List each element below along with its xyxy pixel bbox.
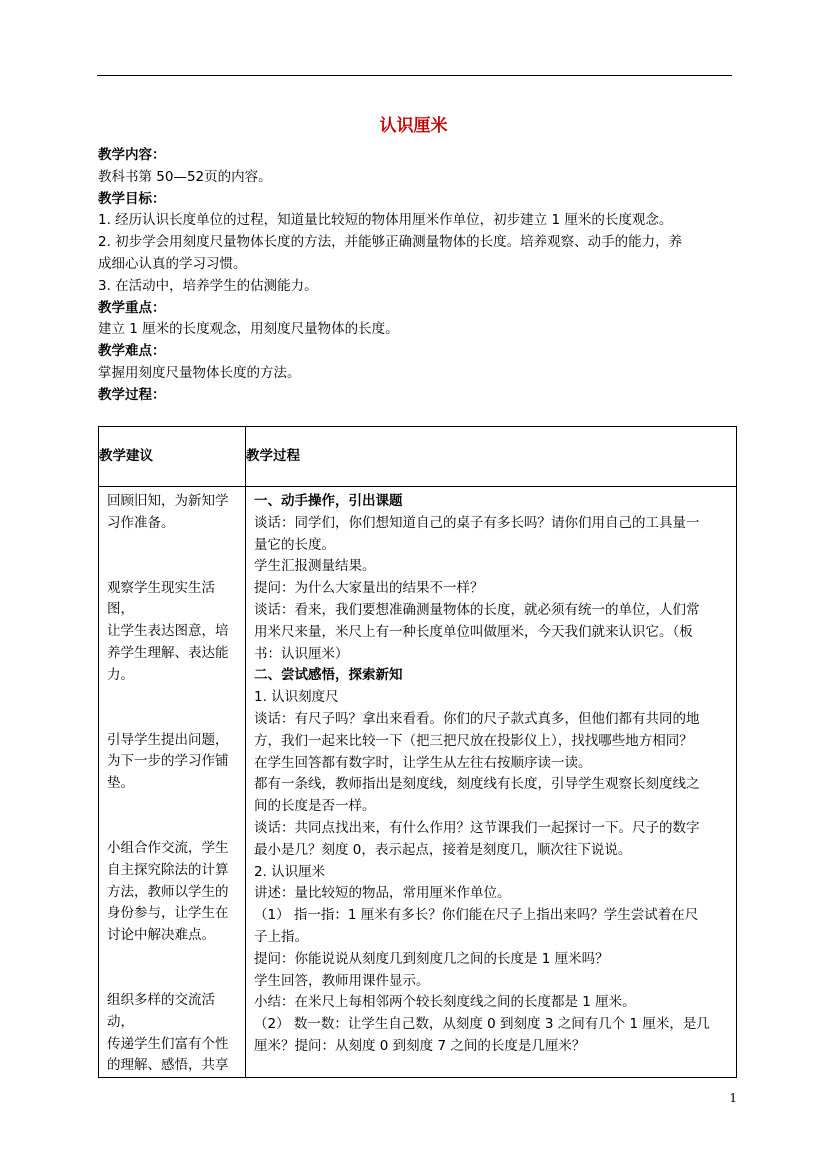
- suggestion-line: 的理解、感悟，共享: [107, 1057, 229, 1074]
- process-line: 谈话：同学们，你们想知道自己的桌子有多长吗？请你们用自己的工具量一: [254, 514, 700, 531]
- suggestion-column: [99, 487, 245, 1077]
- page-title: 认识厘米: [379, 116, 448, 136]
- section-heading: 教学过程：: [98, 386, 166, 403]
- suggestion-line: 力。: [107, 666, 134, 683]
- suggestion-line: 习作准备。: [107, 514, 175, 531]
- suggestion-line: 回顾旧知，为新知学: [107, 493, 229, 509]
- process-line: 谈话：共同点找出来，有什么作用？这节课我们一起探讨一下。尺子的数字: [254, 819, 700, 836]
- process-line: 用米尺来量，米尺上有一种长度单位叫做厘米，今天我们就来认识它。（板: [254, 623, 693, 640]
- suggestion-line: 观察学生现实生活图，: [107, 579, 215, 618]
- process-line: 学生汇报测量结果。: [254, 558, 376, 575]
- process-line: 书：认识厘米）: [254, 645, 349, 662]
- process-line: 量它的长度。: [254, 536, 335, 553]
- process-line: 1. 认识刻度尺: [254, 689, 339, 706]
- process-line: 谈话：有尺子吗？拿出来看看。你们的尺子款式真多，但他们都有共同的地: [254, 710, 700, 727]
- suggestion-line: 自主探究除法的计算: [107, 861, 229, 878]
- process-line: 讲述：量比较短的物品，常用厘米作单位。: [254, 885, 511, 902]
- suggestion-line: 让学生表达图意，培: [107, 623, 229, 640]
- section-heading: 教学难点：: [98, 343, 166, 360]
- header-rule: [97, 75, 732, 76]
- suggestion-block: [107, 838, 241, 947]
- header-suggestion: 教学建议: [99, 427, 246, 487]
- suggestion-block: [107, 491, 241, 535]
- intro-line: 成细心认真的学习习惯。: [98, 255, 247, 272]
- process-line: （2） 数一数：让学生自己数，从刻度 0 到刻度 3 之间有几个 1 厘米，是几: [254, 1016, 710, 1033]
- intro-line: 3. 在活动中，培养学生的估测能力。: [98, 277, 318, 294]
- suggestion-line: 组织多样的交流活动，: [107, 991, 215, 1030]
- suggestion-line: 引导学生提出问题，: [107, 731, 229, 748]
- process-heading: 二、尝试感悟，探索新知: [254, 667, 403, 684]
- intro-line: 掌握用刻度尺量物体长度的方法。: [98, 364, 301, 381]
- table-header-row: [99, 427, 737, 487]
- suggestion-block: [107, 730, 241, 795]
- process-line: 提问：为什么大家量出的结果不一样？: [254, 580, 484, 597]
- suggestion-block: [107, 578, 241, 687]
- process-line: 子上指。: [254, 928, 308, 945]
- process-line: 厘米？提问：从刻度 0 到刻度 7 之间的长度是几厘米？: [254, 1037, 586, 1054]
- process-line: 方，我们一起来比较一下（把三把尺放在投影仪上），找找哪些地方相同？: [254, 732, 693, 749]
- suggestion-line: 方法，教师以学生的: [107, 883, 229, 900]
- process-cell: [246, 487, 737, 1078]
- process-line: 都有一条线，教师指出是刻度线，刻度线有长度，引导学生观察长刻度线之: [254, 776, 700, 793]
- suggestion-cell: [99, 487, 246, 1078]
- suggestion-line: 讨论中解决难点。: [107, 927, 215, 944]
- process-line: 间的长度是否一样。: [254, 798, 376, 815]
- process-heading: 一、动手操作，引出课题: [254, 493, 403, 509]
- intro-section: [98, 145, 738, 407]
- section-heading: 教学目标：: [98, 190, 166, 207]
- intro-line: 教科书第 50—52页的内容。: [98, 168, 272, 185]
- suggestion-line: 身份参与，让学生在: [107, 905, 229, 922]
- process-line: （1） 指一指：1 厘米有多长？你们能在尺子上指出来吗？学生尝试着在尺: [254, 907, 699, 924]
- suggestion-line: 小组合作交流，学生: [107, 839, 229, 856]
- intro-line: 1. 经历认识长度单位的过程，知道量比较短的物体用厘米作单位，初步建立 1 厘米的长度观念。: [98, 212, 673, 229]
- header-process: 教学过程: [246, 427, 737, 487]
- section-heading: 教学内容：: [98, 147, 166, 163]
- process-line: 谈话：看来，我们要想准确测量物体的长度，就必须有统一的单位，人们常: [254, 601, 700, 618]
- process-line: 在学生回答都有数字时，让学生从左往右按顺序读一读。: [254, 754, 592, 771]
- section-heading: 教学重点：: [98, 299, 166, 316]
- suggestion-line: 养学生理解、表达能: [107, 644, 229, 661]
- suggestion-line: 为下一步的学习作铺: [107, 753, 229, 770]
- process-line: 学生回答，教师用课件显示。: [254, 972, 430, 989]
- process-column: [246, 487, 736, 1058]
- suggestion-line: 垫。: [107, 775, 134, 792]
- table-body-row: [99, 487, 737, 1078]
- process-line: 最小是几？刻度 0，表示起点，接着是刻度几，顺次往下说说。: [254, 841, 632, 858]
- lesson-plan-table: [98, 426, 737, 1078]
- process-line: 提问：你能说说从刻度几到刻度几之间的长度是 1 厘米吗？: [254, 950, 609, 967]
- process-line: 2. 认识厘米: [254, 863, 326, 880]
- intro-line: 2. 初步学会用刻度尺量物体长度的方法，并能够正确测量物体的长度。培养观察、动手的能力，养: [98, 234, 683, 251]
- page-number: 1: [729, 1091, 737, 1105]
- suggestion-line: 传递学生们富有个性: [107, 1035, 229, 1052]
- process-line: 小结：在米尺上每相邻两个较长刻度线之间的长度都是 1 厘米。: [254, 994, 636, 1011]
- suggestion-block: [107, 990, 241, 1077]
- intro-line: 建立 1 厘米的长度观念，用刻度尺量物体的长度。: [98, 321, 399, 338]
